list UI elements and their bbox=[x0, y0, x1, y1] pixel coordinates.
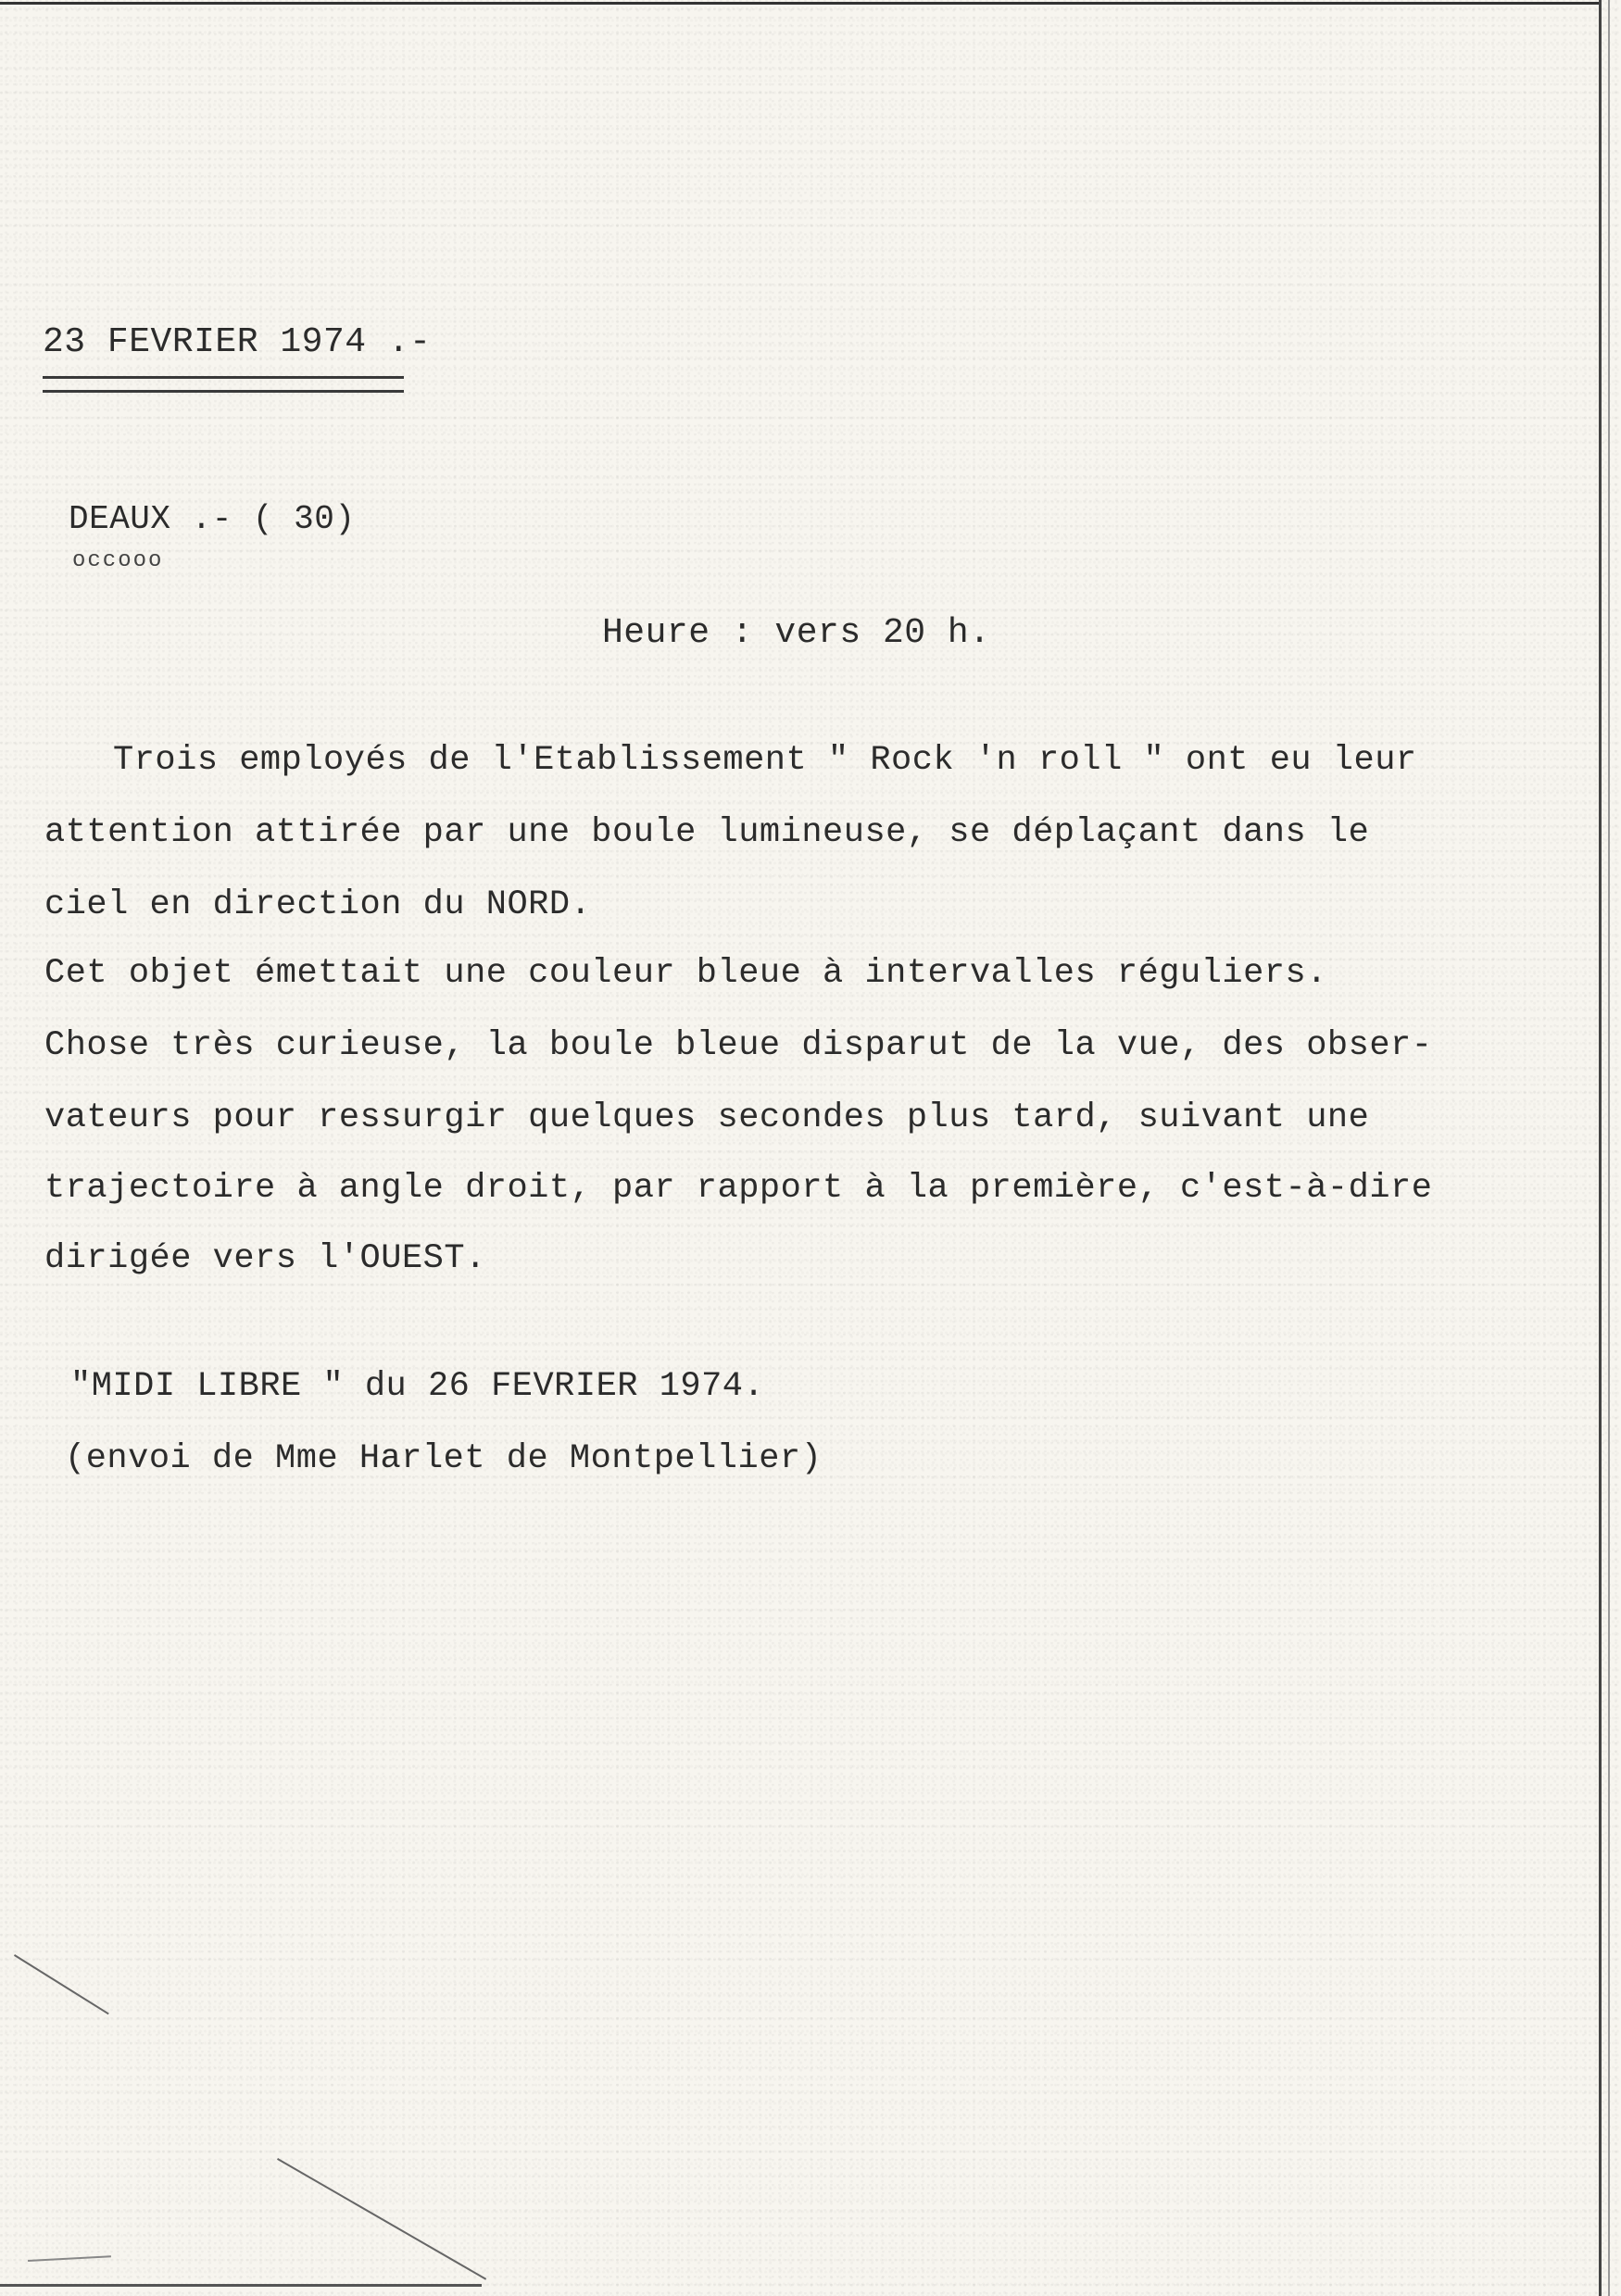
body-line: Cet objet émettait une couleur bleue à intervalles réguliers. bbox=[44, 954, 1327, 993]
date-heading: 23 FEVRIER 1974 .- bbox=[43, 322, 432, 362]
body-line: Chose très curieuse, la boule bleue disparut de la vue, des obser- bbox=[44, 1026, 1433, 1065]
location-heading: DEAUX .- ( 30) bbox=[69, 500, 356, 538]
scan-scratch-mark bbox=[28, 2255, 111, 2262]
page-border-right-shadow bbox=[1608, 0, 1610, 2296]
scan-scratch-mark bbox=[277, 2158, 486, 2280]
body-line: trajectoire à angle droit, par rapport à la première, c'est-à-dire bbox=[44, 1169, 1433, 1208]
page-border-bottom bbox=[0, 2284, 482, 2287]
body-line: ciel en direction du NORD. bbox=[44, 885, 592, 924]
body-line: Trois employés de l'Etablissement " Rock 'n roll " ont eu leur bbox=[113, 741, 1417, 780]
source-line: "MIDI LIBRE " du 26 FEVRIER 1974. bbox=[70, 1367, 765, 1406]
page-border-right bbox=[1599, 0, 1602, 2296]
body-line: attention attirée par une boule lumineuse, se déplaçant dans le bbox=[44, 813, 1370, 852]
body-line: vateurs pour ressurgir quelques secondes plus tard, suivant une bbox=[44, 1098, 1370, 1137]
location-underline-marks: occooo bbox=[72, 548, 164, 573]
page-border-top bbox=[0, 2, 1601, 5]
sender-line: (envoi de Mme Harlet de Montpellier) bbox=[65, 1439, 823, 1478]
body-line: dirigée vers l'OUEST. bbox=[44, 1239, 486, 1278]
time-line: Heure : vers 20 h. bbox=[602, 613, 991, 653]
scan-scratch-mark bbox=[14, 1954, 109, 2014]
date-underline bbox=[43, 376, 404, 393]
